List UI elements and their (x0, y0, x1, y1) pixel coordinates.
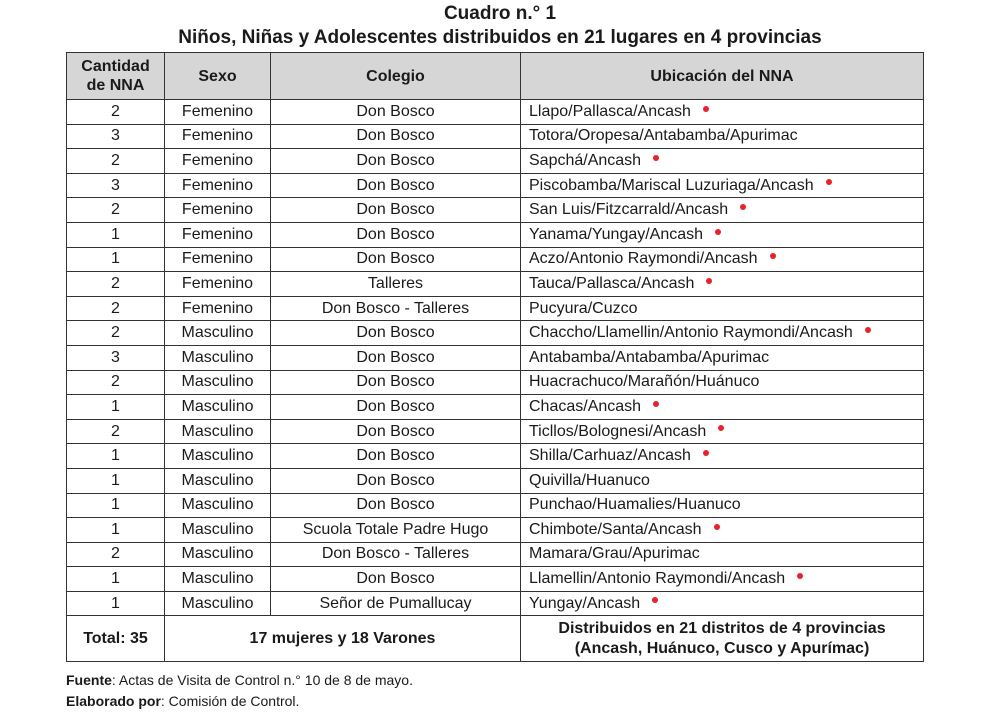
location-text: Ticllos/Bolognesi/Ancash (529, 422, 707, 440)
red-dot-marker-icon (653, 401, 659, 407)
ubicacion-cell (521, 468, 924, 493)
total-row (67, 616, 924, 662)
cantidad-cell: 2 (67, 419, 165, 444)
sexo-cell: Masculino (165, 444, 271, 469)
table-row (67, 321, 924, 346)
sexo-cell: Masculino (165, 591, 271, 616)
cantidad-cell: 1 (67, 518, 165, 543)
ubicacion-cell (521, 198, 924, 223)
sexo-cell: Masculino (165, 419, 271, 444)
colegio-cell: Don Bosco (271, 468, 521, 493)
ubicacion-cell (521, 247, 924, 272)
header-row (67, 53, 924, 100)
total-cell: Total: 35 (67, 616, 165, 662)
red-dot-marker-icon (703, 106, 709, 112)
ubicacion-cell (521, 124, 924, 149)
ubicacion-cell (521, 518, 924, 543)
nna-table (66, 52, 924, 662)
table-row (67, 198, 924, 223)
red-dot-marker-icon (797, 573, 803, 579)
colegio-cell: Don Bosco (271, 345, 521, 370)
cantidad-cell: 3 (67, 124, 165, 149)
red-dot-marker-icon (718, 425, 724, 431)
sexo-cell: Femenino (165, 247, 271, 272)
cantidad-cell: 1 (67, 493, 165, 518)
cantidad-cell: 1 (67, 567, 165, 592)
red-dot-marker-icon (703, 450, 709, 456)
colegio-cell: Don Bosco - Talleres (271, 296, 521, 321)
colegio-cell: Don Bosco (271, 395, 521, 420)
colegio-cell: Don Bosco - Talleres (271, 542, 521, 567)
colegio-cell: Scuola Totale Padre Hugo (271, 518, 521, 543)
red-dot-marker-icon (865, 327, 871, 333)
distribution-line-2: (Ancash, Huánuco, Cusco y Apurímac) (574, 639, 870, 657)
sexo-cell: Femenino (165, 124, 271, 149)
table-row (67, 247, 924, 272)
ubicacion-cell (521, 591, 924, 616)
location-text: Llapo/Pallasca/Ancash (529, 102, 691, 120)
cantidad-cell: 1 (67, 247, 165, 272)
colegio-cell: Don Bosco (271, 198, 521, 223)
header-sexo: Sexo (165, 53, 271, 100)
sexo-cell: Masculino (165, 468, 271, 493)
cantidad-cell: 1 (67, 395, 165, 420)
sexo-cell: Masculino (165, 493, 271, 518)
ubicacion-cell (521, 493, 924, 518)
cantidad-cell: 2 (67, 370, 165, 395)
cantidad-cell: 2 (67, 542, 165, 567)
location-text: Chacas/Ancash (529, 397, 642, 415)
table-row (67, 493, 924, 518)
colegio-cell: Don Bosco (271, 567, 521, 592)
location-text: San Luis/Fitzcarrald/Ancash (529, 201, 729, 219)
location-text: Chaccho/Llamellin/Antonio Raymondi/Ancash (529, 324, 853, 342)
location-text: Yungay/Ancash (529, 594, 641, 612)
ubicacion-cell (521, 567, 924, 592)
colegio-cell: Talleres (271, 272, 521, 297)
ubicacion-cell (521, 272, 924, 297)
ubicacion-cell (521, 321, 924, 346)
location-text: Chimbote/Santa/Ancash (529, 520, 702, 538)
cantidad-cell: 3 (67, 173, 165, 198)
ubicacion-cell (521, 296, 924, 321)
table-row (67, 370, 924, 395)
cantidad-cell: 2 (67, 272, 165, 297)
location-text: Totora/Oropesa/Antabamba/Apurimac (529, 127, 798, 145)
table-row (67, 468, 924, 493)
table-row (67, 100, 924, 125)
colegio-cell: Don Bosco (271, 247, 521, 272)
location-text: Shilla/Carhuaz/Ancash (529, 447, 691, 465)
colegio-cell: Don Bosco (271, 100, 521, 125)
red-dot-marker-icon (770, 253, 776, 259)
table-row (67, 542, 924, 567)
red-dot-marker-icon (652, 597, 658, 603)
distribution-cell (521, 616, 924, 662)
colegio-cell: Don Bosco (271, 222, 521, 247)
table-row (67, 345, 924, 370)
header-colegio: Colegio (271, 53, 521, 100)
table-row (67, 222, 924, 247)
table-row (67, 567, 924, 592)
ubicacion-cell (521, 395, 924, 420)
sexo-cell: Femenino (165, 173, 271, 198)
ubicacion-cell (521, 345, 924, 370)
ubicacion-cell (521, 222, 924, 247)
sexo-cell: Femenino (165, 100, 271, 125)
gender-summary-cell: 17 mujeres y 18 Varones (165, 616, 521, 662)
ubicacion-cell (521, 149, 924, 174)
location-text: Llamellin/Antonio Raymondi/Ancash (529, 570, 786, 588)
prepared-by-note (66, 692, 299, 710)
header-ubicacion: Ubicación del NNA (521, 53, 924, 100)
sexo-cell: Masculino (165, 518, 271, 543)
prepared-by-label: Elaborado por (66, 693, 161, 709)
sexo-cell: Femenino (165, 272, 271, 297)
table-row (67, 296, 924, 321)
sexo-cell: Masculino (165, 542, 271, 567)
table-row (67, 173, 924, 198)
table-row (67, 149, 924, 174)
source-note (66, 671, 413, 689)
ubicacion-cell (521, 370, 924, 395)
table-row (67, 419, 924, 444)
ubicacion-cell (521, 419, 924, 444)
location-text: Quivilla/Huanuco (529, 471, 650, 489)
header-cantidad: Cantidad de NNA (67, 53, 165, 100)
colegio-cell: Don Bosco (271, 173, 521, 198)
sexo-cell: Femenino (165, 198, 271, 223)
red-dot-marker-icon (826, 179, 832, 185)
table-body (67, 100, 924, 616)
colegio-cell: Don Bosco (271, 124, 521, 149)
red-dot-marker-icon (706, 278, 712, 284)
cantidad-cell: 2 (67, 100, 165, 125)
ubicacion-cell (521, 100, 924, 125)
cantidad-cell: 2 (67, 198, 165, 223)
red-dot-marker-icon (740, 204, 746, 210)
ubicacion-cell (521, 444, 924, 469)
colegio-cell: Don Bosco (271, 321, 521, 346)
red-dot-marker-icon (714, 524, 720, 530)
cantidad-cell: 1 (67, 222, 165, 247)
prepared-by-text: : Comisión de Control. (160, 693, 300, 709)
location-text: Pucyura/Cuzco (529, 299, 638, 317)
sexo-cell: Masculino (165, 345, 271, 370)
table-row (67, 395, 924, 420)
cantidad-cell: 1 (67, 468, 165, 493)
colegio-cell: Don Bosco (271, 370, 521, 395)
sexo-cell: Masculino (165, 395, 271, 420)
location-text: Yanama/Yungay/Ancash (529, 225, 704, 243)
source-text: : Actas de Visita de Control n.° 10 de 8 de mayo. (111, 672, 413, 688)
cantidad-cell: 3 (67, 345, 165, 370)
location-text: Aczo/Antonio Raymondi/Ancash (529, 250, 758, 268)
table-row (67, 444, 924, 469)
sexo-cell: Femenino (165, 222, 271, 247)
table-row (67, 124, 924, 149)
location-text: Mamara/Grau/Apurimac (529, 545, 700, 563)
colegio-cell: Don Bosco (271, 149, 521, 174)
source-label: Fuente (66, 672, 112, 688)
colegio-cell: Don Bosco (271, 493, 521, 518)
sexo-cell: Femenino (165, 296, 271, 321)
distribution-line-1: Distribuidos en 21 distritos de 4 provincias (558, 619, 886, 637)
cantidad-cell: 2 (67, 321, 165, 346)
location-text: Huacrachuco/Marañón/Huánuco (529, 373, 760, 391)
location-text: Sapchá/Ancash (529, 151, 642, 169)
colegio-cell: Señor de Pumallucay (271, 591, 521, 616)
location-text: Punchao/Huamalies/Huanuco (529, 496, 741, 514)
table-row (67, 272, 924, 297)
sexo-cell: Masculino (165, 370, 271, 395)
cantidad-cell: 2 (67, 296, 165, 321)
colegio-cell: Don Bosco (271, 444, 521, 469)
ubicacion-cell (521, 542, 924, 567)
colegio-cell: Don Bosco (271, 419, 521, 444)
red-dot-marker-icon (715, 229, 721, 235)
red-dot-marker-icon (653, 155, 659, 161)
ubicacion-cell (521, 173, 924, 198)
table-subtitle: Niños, Niñas y Adolescentes distribuidos en 21 lugares en 4 provincias (178, 27, 822, 48)
cantidad-cell: 1 (67, 591, 165, 616)
location-text: Antabamba/Antabamba/Apurimac (529, 348, 770, 366)
table-title: Cuadro n.° 1 (443, 3, 557, 24)
sexo-cell: Masculino (165, 567, 271, 592)
table-row (67, 518, 924, 543)
location-text: Tauca/Pallasca/Ancash (529, 274, 695, 292)
sexo-cell: Femenino (165, 149, 271, 174)
sexo-cell: Masculino (165, 321, 271, 346)
cantidad-cell: 2 (67, 149, 165, 174)
cantidad-cell: 1 (67, 444, 165, 469)
location-text: Piscobamba/Mariscal Luzuriaga/Ancash (529, 176, 814, 194)
table-row (67, 591, 924, 616)
